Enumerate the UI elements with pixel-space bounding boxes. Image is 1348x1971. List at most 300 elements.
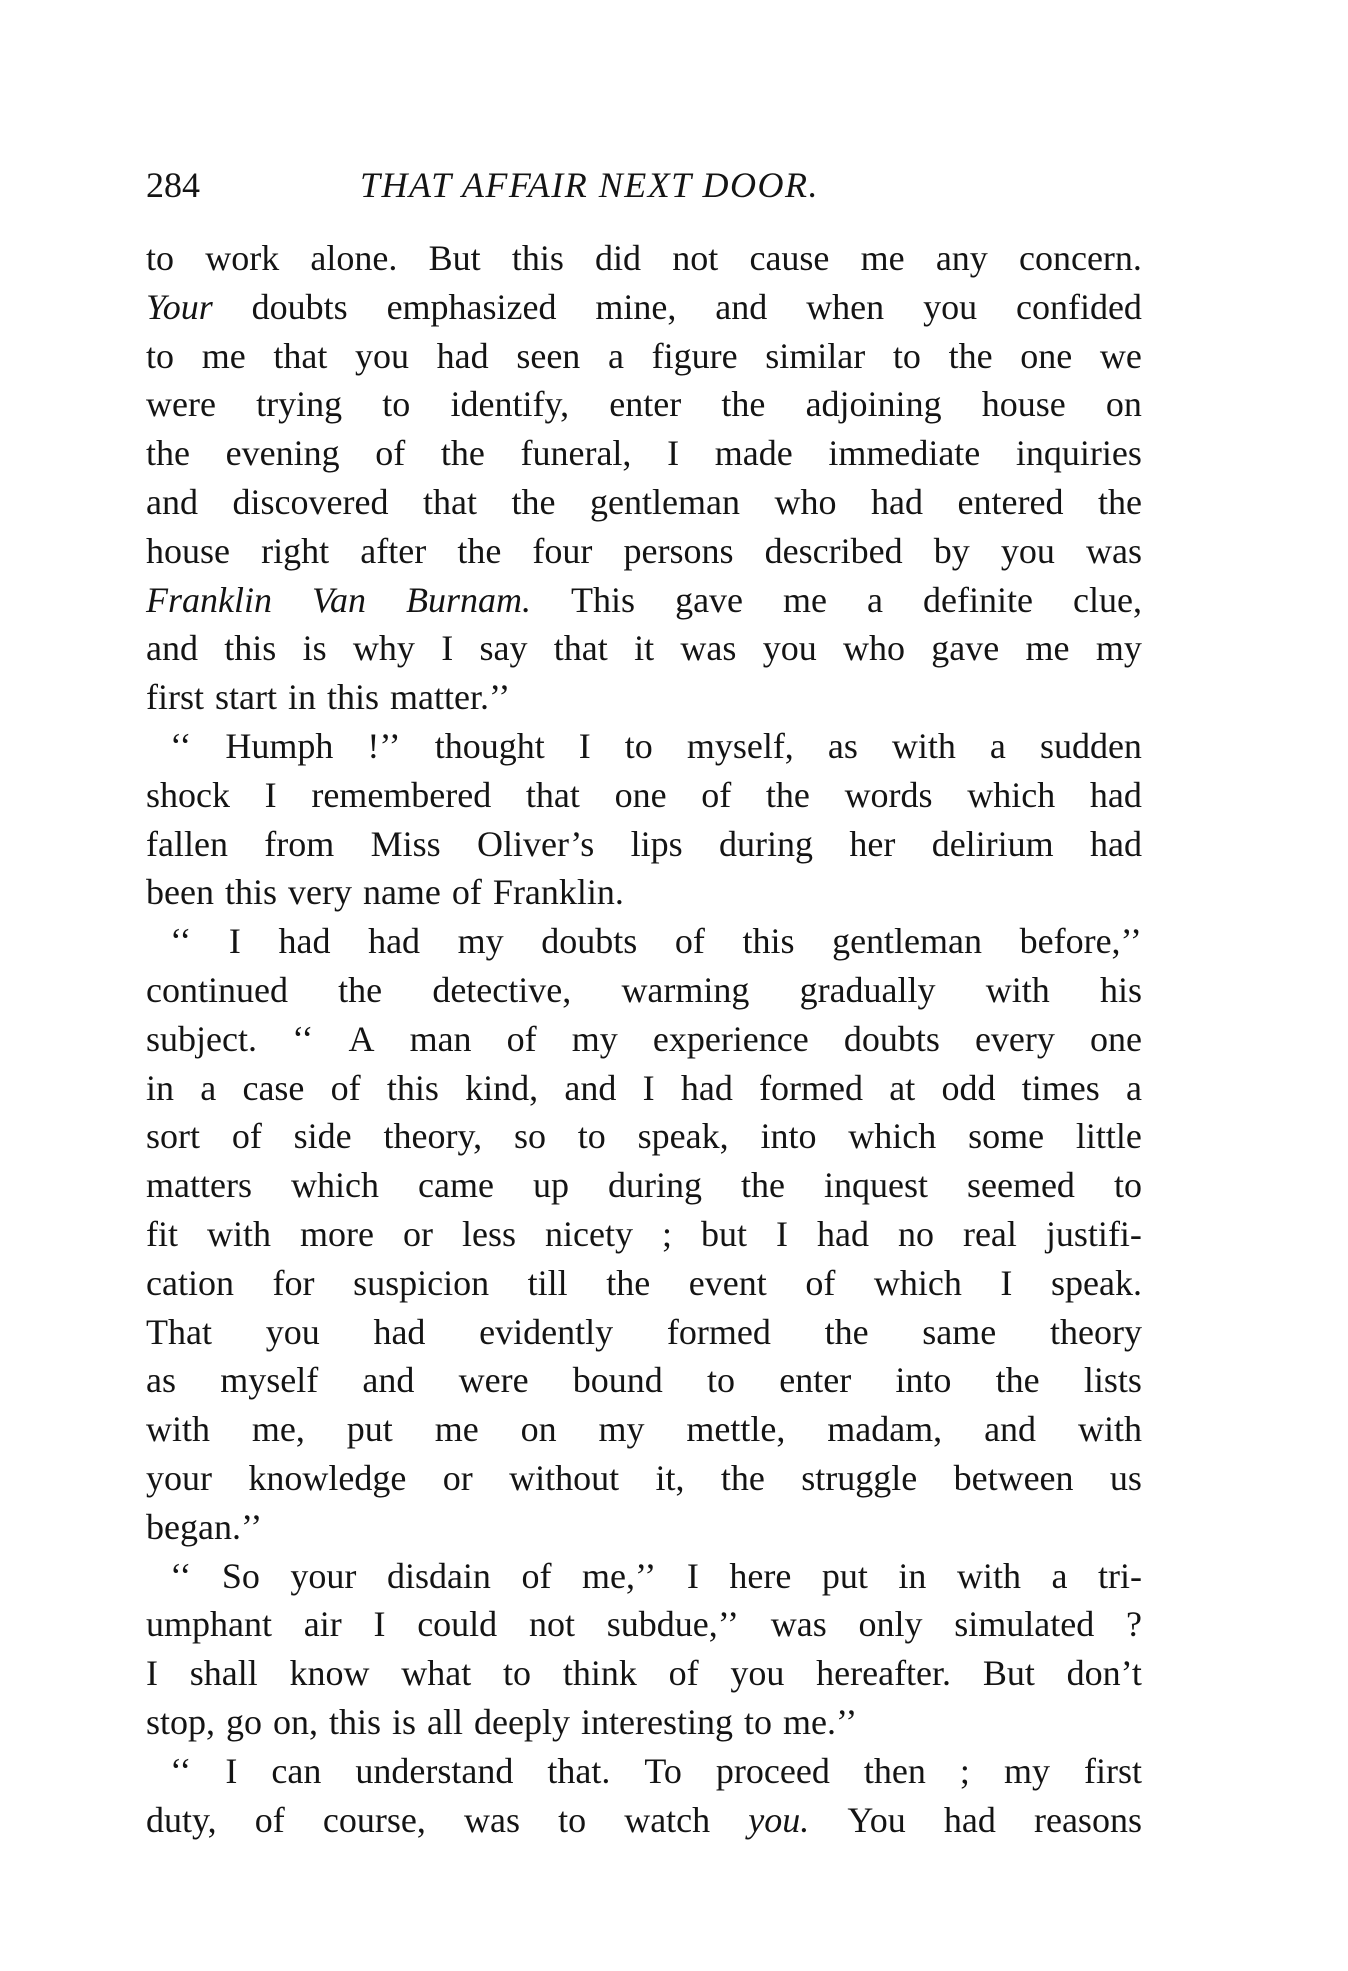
- word: a: [200, 1067, 217, 1108]
- text-line: [146, 673, 1142, 722]
- word: in: [898, 1555, 927, 1596]
- word: seen: [516, 335, 581, 376]
- word: I: [228, 921, 241, 962]
- word: a: [867, 579, 884, 620]
- text-line: [146, 332, 1142, 381]
- word: on,: [273, 1701, 319, 1742]
- word: your: [146, 1457, 212, 1498]
- word: detective,: [432, 969, 572, 1010]
- word: Humph: [225, 725, 334, 766]
- word: one: [1020, 335, 1073, 376]
- word: doubts: [541, 921, 638, 962]
- word: which: [848, 1116, 937, 1157]
- word: But: [428, 238, 481, 278]
- word: my: [1095, 628, 1142, 669]
- word: my: [598, 1409, 645, 1450]
- word: or: [442, 1457, 473, 1498]
- word: think: [562, 1653, 637, 1694]
- word: formed: [666, 1311, 771, 1352]
- word: with: [985, 969, 1050, 1010]
- word: you: [355, 335, 409, 376]
- word: fit: [146, 1213, 178, 1254]
- word: had: [871, 481, 924, 522]
- word: described: [764, 530, 903, 571]
- word: can: [271, 1750, 322, 1791]
- word: I: [686, 1555, 699, 1596]
- word: side: [293, 1116, 352, 1157]
- word: my: [457, 921, 504, 962]
- word: justifi-: [1045, 1213, 1142, 1254]
- word: that: [525, 774, 580, 815]
- text-line: [146, 576, 1142, 625]
- word: we: [1099, 335, 1142, 376]
- word: fallen: [146, 823, 228, 864]
- word: Oliver’s: [477, 823, 595, 864]
- word: to: [382, 384, 411, 425]
- word: deeply: [474, 1701, 570, 1742]
- word: during: [719, 823, 814, 864]
- word: this: [224, 628, 277, 669]
- word: the: [511, 481, 556, 522]
- word: to: [707, 1360, 736, 1401]
- word: I: [775, 1213, 788, 1254]
- word: evening: [225, 433, 340, 474]
- word: in: [146, 1067, 175, 1108]
- word: funeral,: [520, 433, 632, 474]
- word: umphant: [146, 1604, 272, 1645]
- word: Franklin: [146, 579, 272, 620]
- text-line: [146, 380, 1142, 429]
- word: kind,: [465, 1067, 539, 1108]
- word: which: [290, 1165, 379, 1206]
- text-line: [146, 1259, 1142, 1308]
- text-line: [146, 1503, 1142, 1552]
- word: with: [891, 725, 956, 766]
- word: doubts: [251, 286, 348, 327]
- word: my: [571, 1018, 618, 1059]
- word: the: [721, 384, 766, 425]
- word: confided: [1015, 286, 1142, 327]
- word: and: [715, 286, 768, 327]
- word: of: [668, 1653, 699, 1694]
- word: ;: [661, 1213, 672, 1254]
- word: less: [461, 1213, 516, 1254]
- word: start: [215, 677, 277, 718]
- word: is: [302, 628, 327, 669]
- word: a: [607, 335, 624, 376]
- word: into: [895, 1360, 952, 1401]
- word: air: [303, 1604, 342, 1645]
- word: some: [968, 1116, 1045, 1157]
- word: not: [672, 238, 719, 278]
- word: This: [571, 579, 636, 620]
- word: the: [948, 335, 993, 376]
- word: is: [392, 1701, 417, 1742]
- word: one: [1090, 1018, 1142, 1059]
- text-line: [146, 624, 1142, 673]
- word: my: [1003, 1750, 1050, 1791]
- word: her: [849, 823, 896, 864]
- text-line: [146, 1161, 1142, 1210]
- word: was: [1085, 530, 1142, 571]
- word: seemed: [966, 1165, 1075, 1206]
- word: your: [290, 1555, 357, 1596]
- word: then: [863, 1750, 926, 1791]
- word: to: [577, 1116, 606, 1157]
- running-header: [146, 160, 1146, 210]
- word: matter.’’: [390, 677, 511, 718]
- word: us: [1109, 1457, 1142, 1498]
- word: the: [740, 1165, 785, 1206]
- word: the: [338, 969, 383, 1010]
- word: Franklin.: [492, 872, 624, 913]
- text-line: [146, 1356, 1142, 1405]
- word: which: [873, 1262, 962, 1303]
- word: inquest: [823, 1165, 928, 1206]
- word: A: [348, 1018, 375, 1059]
- word: of: [521, 1555, 552, 1596]
- word: ‘‘: [170, 1555, 192, 1596]
- text-line: [146, 1308, 1142, 1357]
- word: knowledge: [248, 1457, 407, 1498]
- word: the: [824, 1311, 869, 1352]
- word: had: [1089, 774, 1142, 815]
- word: from: [264, 823, 335, 864]
- word: the: [1098, 481, 1142, 522]
- text-line: [146, 1600, 1142, 1649]
- word: ‘‘: [292, 1018, 314, 1059]
- word: you.: [748, 1799, 810, 1840]
- word: lists: [1083, 1360, 1142, 1401]
- word: put: [821, 1555, 868, 1596]
- word: I: [225, 1750, 238, 1791]
- word: words: [844, 774, 933, 815]
- word: the: [440, 433, 485, 474]
- word: one: [614, 774, 667, 815]
- word: or: [402, 1213, 433, 1254]
- word: of: [375, 433, 406, 474]
- word: thought: [434, 725, 545, 766]
- word: disdain: [386, 1555, 491, 1596]
- word: of: [506, 1018, 537, 1059]
- word: event: [688, 1262, 767, 1303]
- word: which: [967, 774, 1056, 815]
- word: lips: [630, 823, 683, 864]
- text-line: [146, 966, 1142, 1015]
- word: ‘‘: [170, 1750, 192, 1791]
- word: I: [578, 725, 591, 766]
- word: the: [146, 433, 190, 474]
- word: this: [742, 921, 795, 962]
- word: course,: [322, 1799, 426, 1840]
- word: a: [989, 725, 1006, 766]
- word: that.: [547, 1750, 611, 1791]
- text-line: [146, 1796, 1142, 1845]
- word: enter: [609, 384, 682, 425]
- word: I: [642, 1067, 655, 1108]
- word: discovered: [232, 481, 389, 522]
- word: stop,: [146, 1701, 216, 1742]
- word: only: [858, 1604, 923, 1645]
- word: with: [146, 1409, 211, 1450]
- word: four: [532, 530, 593, 571]
- word: till: [527, 1262, 568, 1303]
- word: it: [634, 628, 655, 669]
- word: I: [667, 433, 680, 474]
- word: the: [457, 530, 502, 571]
- word: experience: [652, 1018, 809, 1059]
- word: on: [1105, 384, 1142, 425]
- word: first: [1083, 1750, 1142, 1791]
- word: and: [362, 1360, 415, 1401]
- word: reasons: [1033, 1799, 1142, 1840]
- word: trying: [256, 384, 343, 425]
- word: but: [700, 1213, 747, 1254]
- word: with: [956, 1555, 1021, 1596]
- word: so: [513, 1116, 546, 1157]
- text-line: [146, 1210, 1142, 1259]
- word: a: [1051, 1555, 1068, 1596]
- word: as: [146, 1360, 176, 1401]
- word: gave: [931, 628, 1000, 669]
- word: entered: [957, 481, 1064, 522]
- word: Burnam.: [406, 579, 532, 620]
- word: continued: [146, 969, 288, 1010]
- word: say: [479, 628, 528, 669]
- word: of: [674, 921, 705, 962]
- text-line: [146, 820, 1142, 869]
- word: myself,: [686, 725, 794, 766]
- word: was: [463, 1799, 520, 1840]
- word: had: [1090, 823, 1142, 864]
- word: me,: [251, 1409, 305, 1450]
- word: made: [714, 433, 793, 474]
- word: I: [373, 1604, 386, 1645]
- word: for: [272, 1262, 315, 1303]
- word: You: [847, 1799, 906, 1840]
- word: same: [922, 1311, 997, 1352]
- word: all: [427, 1701, 464, 1742]
- word: name: [362, 872, 441, 913]
- word: interesting: [581, 1701, 733, 1742]
- word: I: [146, 1653, 158, 1694]
- word: house: [146, 530, 230, 571]
- text-line: [146, 722, 1142, 771]
- word: this: [327, 677, 380, 718]
- word: definite: [923, 579, 1033, 620]
- word: go: [226, 1701, 263, 1742]
- word: more: [300, 1213, 374, 1254]
- text-line: [146, 1405, 1142, 1454]
- word: you: [265, 1311, 320, 1352]
- word: the: [765, 774, 810, 815]
- word: doubts: [843, 1018, 940, 1059]
- word: subject.: [146, 1018, 257, 1059]
- word: me: [1025, 628, 1070, 669]
- word: formed: [759, 1067, 864, 1108]
- word: into: [760, 1116, 817, 1157]
- word: did: [595, 238, 642, 278]
- word: a: [1125, 1067, 1142, 1108]
- text-line: [146, 1552, 1142, 1601]
- word: sudden: [1039, 725, 1142, 766]
- word: remembered: [311, 774, 492, 815]
- word: sort: [146, 1116, 200, 1157]
- word: similar: [765, 335, 866, 376]
- word: me: [201, 335, 246, 376]
- word: !’’: [367, 725, 401, 766]
- word: very: [287, 872, 352, 913]
- word: was: [680, 628, 737, 669]
- word: But: [982, 1653, 1035, 1694]
- word: and: [564, 1067, 617, 1108]
- word: cation: [146, 1262, 234, 1303]
- text-line: [146, 1649, 1142, 1698]
- word: persons: [623, 530, 734, 571]
- word: shock: [146, 774, 230, 815]
- word: Your: [146, 286, 213, 327]
- word: ;: [959, 1750, 970, 1791]
- word: nicety: [544, 1213, 633, 1254]
- word: you: [1000, 530, 1055, 571]
- text-line: [146, 429, 1142, 478]
- text-line: [146, 283, 1142, 332]
- text-line: [146, 1112, 1142, 1161]
- page-number: 284: [146, 165, 200, 205]
- word: So: [221, 1555, 260, 1596]
- word: warming: [621, 969, 750, 1010]
- word: evidently: [479, 1311, 614, 1352]
- word: ?: [1126, 1604, 1142, 1645]
- word: who: [774, 481, 837, 522]
- word: as: [827, 725, 858, 766]
- word: before,’’: [1019, 921, 1142, 962]
- word: me: [783, 579, 828, 620]
- word: to: [558, 1799, 587, 1840]
- word: struggle: [801, 1457, 918, 1498]
- word: right: [261, 530, 330, 571]
- word: you: [762, 628, 817, 669]
- word: I: [441, 628, 454, 669]
- text-line: [146, 527, 1142, 576]
- word: identify,: [450, 384, 570, 425]
- word: me: [434, 1409, 479, 1450]
- word: you: [730, 1653, 785, 1694]
- word: this: [329, 1701, 382, 1742]
- word: suspicion: [353, 1262, 490, 1303]
- text-line: [146, 1064, 1142, 1113]
- word: understand: [355, 1750, 514, 1791]
- word: me.’’: [782, 1701, 858, 1742]
- word: what: [401, 1653, 472, 1694]
- word: bound: [572, 1360, 663, 1401]
- word: enter: [779, 1360, 852, 1401]
- word: mettle,: [686, 1409, 786, 1450]
- word: real: [962, 1213, 1017, 1254]
- word: up: [532, 1165, 569, 1206]
- word: had: [278, 921, 331, 962]
- word: simulated: [954, 1604, 1095, 1645]
- word: immediate: [828, 433, 981, 474]
- word: here: [729, 1555, 792, 1596]
- word: That: [146, 1311, 212, 1352]
- word: of: [701, 774, 732, 815]
- text-line: [146, 917, 1142, 966]
- word: that: [553, 628, 608, 669]
- word: had: [436, 335, 489, 376]
- word: in: [287, 677, 316, 718]
- word: theory: [1050, 1311, 1142, 1352]
- word: shall: [189, 1653, 258, 1694]
- word: that: [422, 481, 477, 522]
- word: had: [816, 1213, 869, 1254]
- word: without: [509, 1457, 620, 1498]
- word: little: [1075, 1116, 1142, 1157]
- word: any: [935, 238, 988, 278]
- word: To: [644, 1750, 682, 1791]
- word: you: [923, 286, 978, 327]
- word: to: [624, 725, 653, 766]
- word: had: [680, 1067, 733, 1108]
- word: every: [974, 1018, 1055, 1059]
- word: work: [205, 238, 280, 278]
- word: had: [373, 1311, 426, 1352]
- word: watch: [624, 1799, 711, 1840]
- word: was: [770, 1604, 827, 1645]
- word: emphasized: [386, 286, 557, 327]
- word: delirium: [931, 823, 1054, 864]
- text-line: [146, 478, 1142, 527]
- word: and: [146, 628, 198, 669]
- word: speak.: [1050, 1262, 1142, 1303]
- text-line: [146, 771, 1142, 820]
- word: been: [146, 872, 214, 913]
- word: I: [1000, 1262, 1013, 1303]
- word: times: [1021, 1067, 1100, 1108]
- word: to: [743, 1701, 772, 1742]
- word: proceed: [715, 1750, 830, 1791]
- word: this: [511, 238, 564, 278]
- word: gentleman: [590, 481, 740, 522]
- word: began.’’: [146, 1506, 263, 1547]
- text-line: [146, 1698, 1142, 1747]
- word: to: [503, 1653, 532, 1694]
- word: matters: [146, 1165, 252, 1206]
- word: no: [897, 1213, 934, 1254]
- word: to: [1113, 1165, 1142, 1206]
- word: first: [146, 677, 204, 718]
- word: of: [254, 1799, 285, 1840]
- word: adjoining: [805, 384, 942, 425]
- word: figure: [651, 335, 738, 376]
- word: had: [943, 1799, 996, 1840]
- word: know: [289, 1653, 370, 1694]
- word: this: [386, 1067, 439, 1108]
- word: at: [889, 1067, 916, 1108]
- word: Miss: [370, 823, 441, 864]
- word: were: [146, 384, 216, 425]
- word: alone.: [310, 238, 398, 278]
- word: Van: [312, 579, 366, 620]
- word: to: [146, 335, 175, 376]
- text-line: [146, 1747, 1142, 1796]
- word: madam,: [827, 1409, 943, 1450]
- word: cause: [749, 238, 830, 278]
- word: inquiries: [1015, 433, 1142, 474]
- word: gave: [675, 579, 744, 620]
- word: house: [981, 384, 1066, 425]
- word: had: [368, 921, 421, 962]
